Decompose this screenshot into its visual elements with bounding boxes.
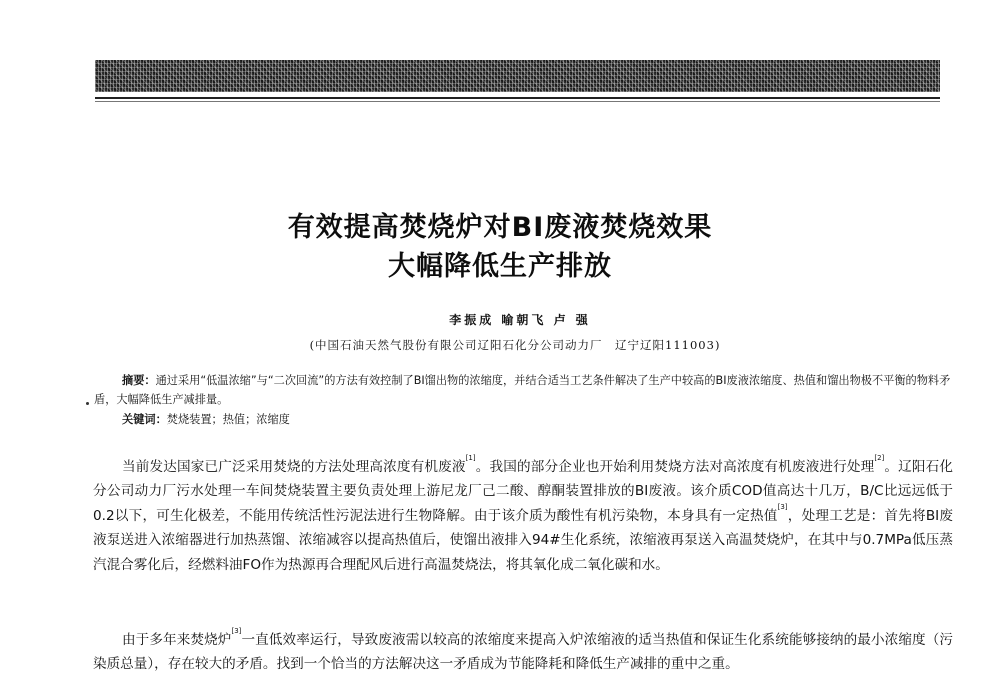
header-rule-thin <box>95 101 940 102</box>
paragraph-text: ，处理工艺是：首先将BI废液泵送进入浓缩器进行加热蒸馏、浓缩减容以提高热值后，使馏出液排入94#生化系统，浓缩液再泵送入高温焚烧炉，在其中与0.7MPa低压蒸汽混合雾化后，经燃料油FO作为热源再合理配风后进行高温焚烧法，将其氧化成二氧化碳和水。 <box>93 507 953 573</box>
paper-title-line2: 大幅降低生产排放 <box>388 251 612 282</box>
body-paragraph-1 <box>93 455 953 577</box>
paragraph-text: 一直低效率运行，导致废液需以较高的浓缩度来提高入炉浓缩液的适当热值和保证生化系统能够接纳的最小浓缩度（污染质总量），存在较大的矛盾。找到一个恰当的方法解决这一矛盾成为节能降耗和降低生产减排的重中之重。 <box>93 632 954 673</box>
header-rule <box>95 97 940 99</box>
abstract-text: 通过采用“低温浓缩”与“二次回流”的方法有效控制了BI馏出物的浓缩度，并结合适当工艺条件解决了生产中较高的BI废液浓缩度、热值和馏出物极不平衡的物料矛盾，大幅降低生产减排量。 <box>94 374 951 406</box>
citation-ref: [3] <box>231 627 242 635</box>
paragraph-text: 。我国的部分企业也开始利用焚烧方法对高浓度有机废液进行处理 <box>475 459 875 475</box>
paragraph-text: 由于多年来焚烧炉 <box>122 632 232 648</box>
abstract <box>94 371 954 409</box>
paragraph-text: 。辽阳石化分公司动力厂污水处理一车间焚烧装置主要负责处理上游尼龙厂己二酸、醇酮装置排放的BI废液。该介质COD值高达十几万，B/C比远远低于0.2以下，可生化极差，不能用传统活性污泥法进行生物降解。由于该介质为酸性有机污染物，本身具有一定热值 <box>93 459 954 524</box>
paper-affiliation: (中国石油天然气股份有限公司辽阳石化分公司动力厂 辽宁辽阳111003) <box>309 338 721 352</box>
paragraph-text: 当前发达国家已广泛采用焚烧的方法处理高浓度有机废液 <box>122 459 466 475</box>
abstract-label: 摘要： <box>122 374 156 387</box>
citation-ref: [1] <box>465 454 476 462</box>
keywords-label: 关键词： <box>122 413 167 426</box>
citation-ref: [3] <box>777 502 788 511</box>
body-paragraph-2 <box>93 628 953 677</box>
paper-authors: 李振成 喻朝飞 卢 强 <box>449 313 591 327</box>
scanned-header-band <box>95 60 940 92</box>
keywords-text: 焚烧装置；热值；浓缩度 <box>166 413 290 426</box>
keywords <box>122 410 290 429</box>
scan-speck <box>86 402 89 405</box>
citation-ref: [2] <box>874 454 885 462</box>
paper-title-line1: 有效提高焚烧炉对BI废液焚烧效果 <box>287 212 713 243</box>
